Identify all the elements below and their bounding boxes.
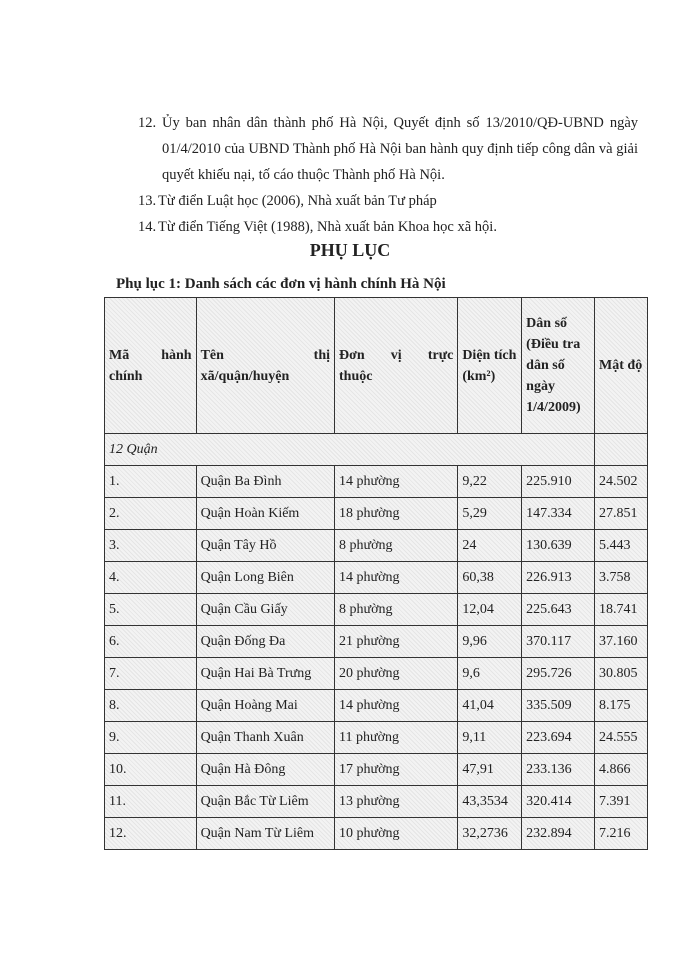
row-name: Quận Hai Bà Trưng [196, 658, 334, 690]
row-units: 10 phường [335, 818, 458, 850]
row-number: 5. [105, 594, 197, 626]
row-name: Quận Cầu Giấy [196, 594, 334, 626]
row-density: 37.160 [595, 626, 648, 658]
row-units: 21 phường [335, 626, 458, 658]
group-label: 12 Quận [105, 434, 595, 466]
table-row [105, 626, 648, 658]
row-number: 6. [105, 626, 197, 658]
row-density: 27.851 [595, 498, 648, 530]
table-row [105, 594, 648, 626]
row-area: 9,6 [458, 658, 522, 690]
row-number: 8. [105, 690, 197, 722]
row-population: 335.509 [522, 690, 595, 722]
row-number: 2. [105, 498, 197, 530]
row-density: 18.741 [595, 594, 648, 626]
row-units: 14 phường [335, 562, 458, 594]
row-population: 225.643 [522, 594, 595, 626]
row-number: 12. [105, 818, 197, 850]
row-population: 223.694 [522, 722, 595, 754]
table-row [105, 754, 648, 786]
row-area: 60,38 [458, 562, 522, 594]
header-name: Tên thị xã/quận/huyện [196, 298, 334, 434]
table-row [105, 818, 648, 850]
header-code: Mã hành chính [105, 298, 197, 434]
reference-text: Ủy ban nhân dân thành phố Hà Nội, Quyết định số 13/2010/QĐ-UBND ngày 01/4/2010 của UBND Thành phố Hà Nội ban hành quy định tiếp công dân và giải quyết khiếu nại, tố cáo thuộc Thành phố Hà Nội. [162, 115, 638, 183]
row-population: 295.726 [522, 658, 595, 690]
row-number: 3. [105, 530, 197, 562]
table-row [105, 722, 648, 754]
reference-text: Từ điển Luật học (2006), Nhà xuất bản Tư pháp [158, 193, 437, 209]
row-number: 10. [105, 754, 197, 786]
header-population: Dân số (Điều tra dân số ngày 1/4/2009) [522, 298, 595, 434]
reference-number: 12. [138, 115, 157, 131]
row-density: 8.175 [595, 690, 648, 722]
table-row [105, 658, 648, 690]
row-population: 226.913 [522, 562, 595, 594]
row-population: 130.639 [522, 530, 595, 562]
header-area: Diện tích (km²) [458, 298, 522, 434]
row-units: 13 phường [335, 786, 458, 818]
row-population: 320.414 [522, 786, 595, 818]
row-units: 8 phường [335, 594, 458, 626]
row-population: 233.136 [522, 754, 595, 786]
table-row [105, 562, 648, 594]
row-area: 47,91 [458, 754, 522, 786]
reference-item [138, 110, 638, 188]
table-row [105, 786, 648, 818]
group-empty-cell [595, 434, 648, 466]
row-density: 7.391 [595, 786, 648, 818]
row-area: 9,96 [458, 626, 522, 658]
header-density: Mật độ [595, 298, 648, 434]
row-name: Quận Hoàn Kiếm [196, 498, 334, 530]
row-units: 8 phường [335, 530, 458, 562]
row-density: 3.758 [595, 562, 648, 594]
row-name: Quận Tây Hồ [196, 530, 334, 562]
table-row [105, 466, 648, 498]
row-area: 43,3534 [458, 786, 522, 818]
row-units: 14 phường [335, 690, 458, 722]
table-row [105, 498, 648, 530]
row-population: 370.117 [522, 626, 595, 658]
row-area: 9,11 [458, 722, 522, 754]
reference-item [138, 188, 638, 214]
row-number: 11. [105, 786, 197, 818]
row-number: 7. [105, 658, 197, 690]
row-units: 18 phường [335, 498, 458, 530]
row-number: 1. [105, 466, 197, 498]
row-population: 147.334 [522, 498, 595, 530]
row-density: 24.502 [595, 466, 648, 498]
appendix-subheading: Phụ lục 1: Danh sách các đơn vị hành chính Hà Nội [116, 276, 446, 292]
row-density: 4.866 [595, 754, 648, 786]
appendix-heading: PHỤ LỤC [309, 240, 391, 260]
row-units: 11 phường [335, 722, 458, 754]
row-units: 20 phường [335, 658, 458, 690]
admin-units-table [104, 297, 648, 850]
row-name: Quận Đống Đa [196, 626, 334, 658]
table-row [105, 530, 648, 562]
row-name: Quận Ba Đình [196, 466, 334, 498]
row-population: 225.910 [522, 466, 595, 498]
row-area: 32,2736 [458, 818, 522, 850]
row-name: Quận Hà Đông [196, 754, 334, 786]
table-row [105, 690, 648, 722]
row-number: 9. [105, 722, 197, 754]
row-name: Quận Hoàng Mai [196, 690, 334, 722]
row-area: 5,29 [458, 498, 522, 530]
reference-item [138, 214, 638, 240]
row-density: 7.216 [595, 818, 648, 850]
header-units: Đơn vị trực thuộc [335, 298, 458, 434]
row-area: 41,04 [458, 690, 522, 722]
row-name: Quận Bắc Từ Liêm [196, 786, 334, 818]
row-units: 17 phường [335, 754, 458, 786]
row-area: 24 [458, 530, 522, 562]
table-header-row [105, 298, 648, 434]
row-name: Quận Thanh Xuân [196, 722, 334, 754]
row-population: 232.894 [522, 818, 595, 850]
reference-list [138, 110, 638, 240]
row-density: 24.555 [595, 722, 648, 754]
row-density: 5.443 [595, 530, 648, 562]
row-units: 14 phường [335, 466, 458, 498]
reference-text: Từ điển Tiếng Việt (1988), Nhà xuất bản Khoa học xã hội. [158, 219, 497, 235]
row-number: 4. [105, 562, 197, 594]
row-name: Quận Nam Từ Liêm [196, 818, 334, 850]
row-density: 30.805 [595, 658, 648, 690]
row-name: Quận Long Biên [196, 562, 334, 594]
row-area: 12,04 [458, 594, 522, 626]
reference-number: 14. [138, 219, 157, 235]
group-row [105, 434, 648, 466]
row-area: 9,22 [458, 466, 522, 498]
reference-number: 13. [138, 193, 157, 209]
